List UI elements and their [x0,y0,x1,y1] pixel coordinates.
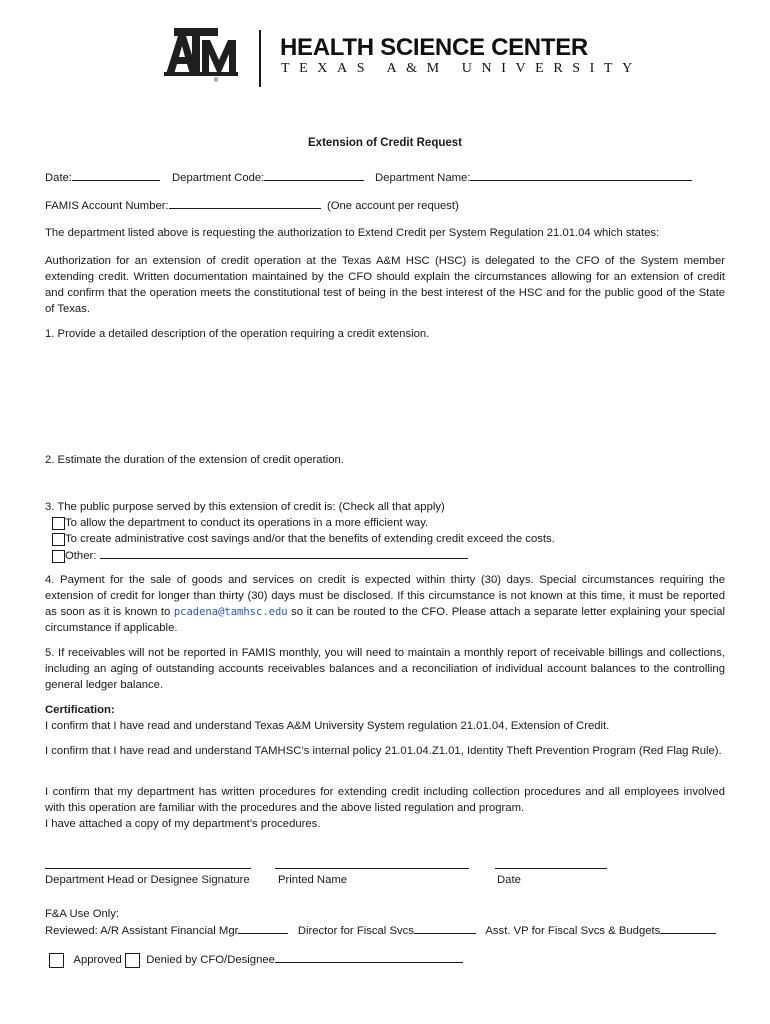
approved-label: Approved [73,954,122,966]
header-divider [259,30,261,87]
authorization-text: Authorization for an extension of credit operation at the Texas A&M HSC (HSC) is delegated to the CFO of the System member extending credit. Written documentation maintained by the CFO should explain the circumstances allowing for an extension of credit and confirm that the operation meets the constitutional test of being in the best interest of the HSC and for the public good of the State of Texas. [45,255,725,315]
date-signed-label: Date [497,874,521,886]
denied-field[interactable] [275,951,463,963]
reviewed-row [45,922,716,939]
dept-code-row [172,169,364,186]
other-field[interactable] [100,547,468,559]
contact-email-link[interactable]: pcadena@tamhsc.edu [173,606,288,618]
efficient-checkbox[interactable] [52,517,65,530]
denied-checkbox[interactable] [125,953,140,968]
ar-mgr-field[interactable] [238,922,288,934]
famis-field[interactable] [169,197,321,209]
dept-code-label: Department Code: [172,172,265,184]
question-5: 5. If receivables will not be reported in FAMIS monthly, you will need to maintain a monthly report of receivable billings and collections, including an aging of outstanding accounts receivables balances and a reconciliation of individual account balances to the controlling general ledger balance. [45,647,725,691]
famis-label: FAMIS Account Number: [45,200,169,212]
fa-use-label: F&A Use Only: [45,908,120,920]
signature-label: Department Head or Designee Signature [45,874,250,886]
dept-code-field[interactable] [264,169,364,181]
q3-option-savings [52,531,555,547]
cert-heading: Certification: [45,704,115,716]
avp-label: Asst. VP for Fiscal Svcs & Budgets [485,925,661,937]
registered-mark: ® [214,78,219,84]
form-title: Extension of Credit Request [308,137,462,149]
header-subtitle: TEXAS A&M UNIVERSITY [281,61,642,76]
printed-name-label: Printed Name [278,874,348,886]
atm-logo-icon [164,24,240,88]
cert-statement-2: I confirm that I have read and understand TAMHSC’s internal policy 21.01.04.Z1.01, Identity Theft Prevention Program (Red Flag Rule). [45,745,722,757]
question-4 [45,572,725,636]
q4-text-after: so it can be routed to the CFO. Please attach a separate letter explaining your special circumstance if applicable. [45,606,725,634]
signature-field[interactable] [45,868,251,869]
question-2: 2. Estimate the duration of the extension of credit operation. [45,454,344,466]
cert-statement-3: I confirm that my department has written procedures for extending credit including collection procedures and all employees involved with this operation are familiar with the procedures and the above listed regulation and program. [45,786,725,814]
q3-option-label: To create administrative cost savings and/or that the benefits of extending credit exceed the costs. [65,533,555,545]
director-label: Director for Fiscal Svcs [297,925,414,937]
question-3: 3. The public purpose served by this extension of credit is: (Check all that apply) [45,501,445,513]
date-field[interactable] [72,169,160,181]
dept-name-field[interactable] [470,169,692,181]
famis-note: (One account per request) [326,200,459,212]
question-1: 1. Provide a detailed description of the operation requiring a credit extension. [45,328,430,340]
q3-option-efficient [52,515,428,531]
avp-field[interactable] [660,922,716,934]
approved-checkbox[interactable] [49,953,64,968]
header-title: HEALTH SCIENCE CENTER [280,34,588,61]
q4-text-before: 4. Payment for the sale of goods and services on credit is expected within thirty (30) days. Special circumstances requiring the extension of credit for longer than thirty (30) days must be disclosed. If this circumstance is not known at this time, it must be reported as soon as it is known to [45,574,725,618]
q3-option-label: Other: [65,550,97,562]
other-checkbox[interactable] [52,550,65,563]
savings-checkbox[interactable] [52,533,65,546]
director-field[interactable] [414,922,476,934]
intro-text: The department listed above is requesting the authorization to Extend Credit per System Regulation 21.01.04 which states: [45,227,660,239]
dept-name-label: Department Name: [375,172,471,184]
date-row [45,169,160,186]
reviewed-label: Reviewed: A/R Assistant Financial Mgr [45,925,239,937]
dept-name-row [375,169,692,186]
cert-statement-4: I have attached a copy of my department’s procedures. [45,818,321,830]
q3-option-other [52,547,468,564]
approval-row [49,951,463,968]
cert-statement-1: I confirm that I have read and understand Texas A&M University System regulation 21.01.04, Extension of Credit. [45,720,610,732]
printed-name-field[interactable] [275,868,469,869]
denied-label: Denied by CFO/Designee [146,954,275,966]
date-label: Date: [45,172,73,184]
q3-option-label: To allow the department to conduct its operations in a more efficient way. [65,517,429,529]
famis-row [45,197,459,214]
date-signed-field[interactable] [495,868,607,869]
